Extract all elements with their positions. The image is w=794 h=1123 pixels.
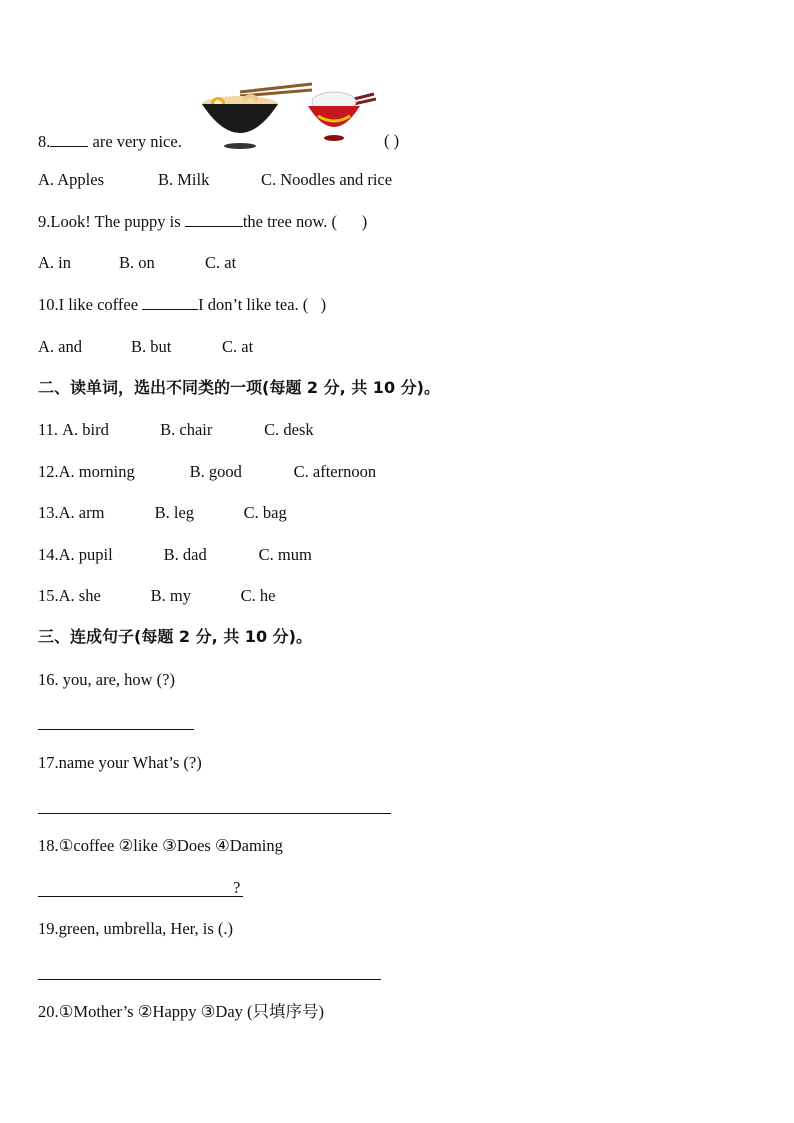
q12-number: 12. — [38, 462, 59, 481]
q8-number: 8. — [38, 132, 51, 151]
question-14 — [38, 544, 312, 566]
question-13 — [38, 502, 287, 524]
q14-option-c[interactable]: C. mum — [258, 545, 312, 564]
question-18: 18.①coffee ②like ③Does ④Daming — [38, 836, 283, 855]
q9-option-b[interactable]: B. on — [119, 253, 155, 272]
question-16: 16. you, are, how (?) — [38, 670, 175, 689]
q9-text-post: the tree now. ( — [242, 212, 338, 231]
q15-option-a[interactable]: A. she — [58, 586, 101, 605]
q11-number: 11. — [38, 420, 63, 439]
q9-options — [38, 252, 236, 274]
question-17: 17.name your What’s (?) — [38, 753, 202, 772]
q19-answer-line[interactable] — [38, 978, 381, 980]
q13-option-b[interactable]: B. leg — [154, 503, 195, 522]
q10-text-post: I don’t like tea. ( — [198, 295, 309, 314]
q14-number: 14. — [38, 545, 59, 564]
q10-text-pre: I like coffee — [58, 295, 139, 314]
q10-paren-close: ) — [320, 295, 327, 314]
q8-option-c[interactable]: C. Noodles and rice — [261, 170, 393, 189]
q13-option-c[interactable]: C. bag — [243, 503, 287, 522]
q13-number: 13. — [38, 503, 59, 522]
q8-blank[interactable] — [50, 131, 88, 147]
q10-option-b[interactable]: B. but — [131, 337, 172, 356]
rice-bowl-image — [304, 90, 376, 142]
q9-option-c[interactable]: C. at — [205, 253, 237, 272]
q12-option-c[interactable]: C. afternoon — [293, 462, 377, 481]
q8-options — [38, 169, 392, 191]
q9-paren-close: ) — [361, 212, 368, 231]
q8-answer-paren[interactable]: ( ) — [384, 131, 400, 150]
q11-option-b[interactable]: B. chair — [160, 420, 213, 439]
q9-text-pre: Look! The puppy is — [50, 212, 181, 231]
q10-number: 10. — [38, 295, 59, 314]
question-19: 19.green, umbrella, Her, is (.) — [38, 919, 233, 938]
question-12 — [38, 461, 376, 483]
q8-option-a[interactable]: A. Apples — [38, 170, 104, 189]
q12-option-a[interactable]: A. morning — [58, 462, 135, 481]
q15-option-b[interactable]: B. my — [150, 586, 191, 605]
q14-option-a[interactable]: A. pupil — [58, 545, 113, 564]
q16-answer-line[interactable] — [38, 728, 194, 730]
q13-option-a[interactable]: A. arm — [58, 503, 105, 522]
q9-number: 9. — [38, 212, 51, 231]
q10-options — [38, 336, 253, 358]
q10-blank[interactable] — [142, 294, 198, 310]
question-11 — [38, 419, 314, 441]
q14-option-b[interactable]: B. dad — [163, 545, 207, 564]
q10-option-c[interactable]: C. at — [222, 337, 254, 356]
q9-option-a[interactable]: A. in — [38, 253, 71, 272]
question-10 — [38, 294, 326, 316]
question-15 — [38, 585, 275, 607]
section-3-heading: 三、连成句子(每题 2 分, 共 10 分)。 — [38, 627, 312, 646]
q15-number: 15. — [38, 586, 59, 605]
q18-question-mark: ? — [233, 878, 241, 897]
q8-option-b[interactable]: B. Milk — [158, 170, 210, 189]
q8-text: are very nice. — [92, 132, 182, 151]
q10-option-a[interactable]: A. and — [38, 337, 82, 356]
question-9 — [38, 211, 367, 233]
q9-blank[interactable] — [185, 211, 243, 227]
q12-option-b[interactable]: B. good — [189, 462, 242, 481]
q18-answer-line[interactable] — [38, 895, 243, 897]
noodle-bowl-image — [200, 82, 312, 150]
q11-option-c[interactable]: C. desk — [264, 420, 314, 439]
q17-answer-line[interactable] — [38, 812, 391, 814]
question-8 — [38, 131, 182, 153]
section-2-heading: 二、读单词，选出不同类的一项(每题 2 分, 共 10 分)。 — [38, 378, 440, 397]
q15-option-c[interactable]: C. he — [240, 586, 276, 605]
q11-option-a[interactable]: A. bird — [62, 420, 109, 439]
question-20: 20.①Mother’s ②Happy ③Day (只填序号) — [38, 1002, 325, 1021]
